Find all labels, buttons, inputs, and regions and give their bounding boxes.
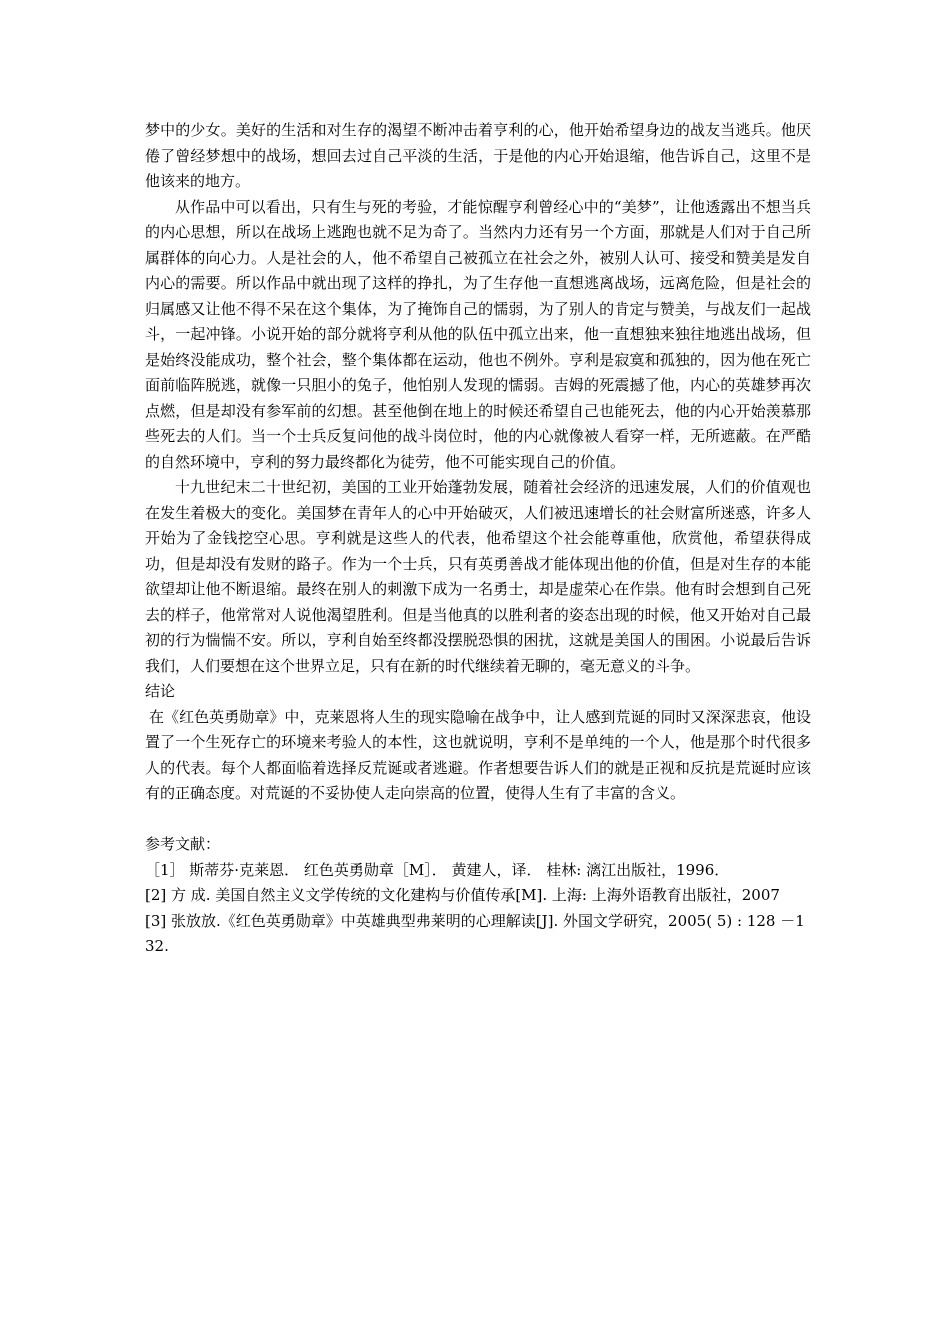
conclusion-heading: 结论 [145,682,176,700]
reference-item-3: [3] 张放放.《红色英勇勋章》中英雄典型弗莱明的心理解读[J]. 外国文学研究，2005( 5) : 128 －132. [145,911,805,955]
reference-item-1: ［1］ 斯蒂芬·克莱恩． 红色英勇勋章［M］． 黄建人，译． 桂林: 漓江出版社，1996． [145,860,730,879]
section-spacer [145,807,811,833]
reference-item-2: [2] 方 成. 美国自然主义文学传统的文化建构与价值传承[M]. 上海: 上海外语教育出版社，2007 [145,886,780,904]
body-paragraph-1: 梦中的少女。美好的生活和对生存的渴望不断冲击着亨利的心，他开始希望身边的战友当逃兵。他厌倦了曾经梦想中的战场，想回去过自己平淡的生活，于是他的内心开始退缩，他告诉自己，这里不是他该来的地方。 [145,121,811,190]
body-paragraph-2: 从作品中可以看出，只有生与死的考验，才能惊醒亨利曾经心中的“美梦”，让他透露出不想当兵的内心思想，所以在战场上逃跑也就不足为奇了。当然内力还有另一个方面，那就是人们对于自己所属群体的向心力。人是社会的人，他不希望自己被孤立在社会之外，被别人认可、接受和赞美是发自内心的需要。所以作品中就出现了这样的挣扎，为了生存他一直想逃离战场，远离危险，但是社会的归属感又让他不得不呆在这个集体，为了掩饰自己的懦弱，为了别人的肯定与赞美，与战友们一起战斗，一起冲锋。小说开始的部分就将亨利从他的队伍中孤立出来，他一直想独来独往地逃出战场，但是始终没能成功，整个社会，整个集体都在运动，他也不例外。亨利是寂寞和孤独的，因为他在死亡面前临阵脱逃，就像一只胆小的兔子，他怕别人发现的懦弱。吉姆的死震撼了他，内心的英雄梦再次点燃，但是却没有参军前的幻想。甚至他倒在地上的时候还希望自己也能死去，他的内心开始羡慕那些死去的人们。当一个士兵反复问他的战斗岗位时，他的内心就像被人看穿一样，无所遮蔽。在严酷的自然环境中，亨利的努力最终都化为徒劳，他不可能实现自己的价值。 [145,197,811,471]
references-heading: 参考文献： [145,835,221,853]
body-paragraph-3: 十九世纪末二十世纪初，美国的工业开始蓬勃发展，随着社会经济的迅速发展，人们的价值观也在发生着极大的变化。美国梦在青年人的心中开始破灭，人们被迅速增长的社会财富所迷惑，许多人开始为了金钱挖空心思。亨利就是这些人的代表，他希望这个社会能尊重他，欣赏他，希望获得成功，但是却没有发财的路子。作为一个士兵，只有英勇善战才能体现出他的价值，但是对生存的本能欲望却让他不断退缩。最终在别人的刺激下成为一名勇士，却是虚荣心在作祟。他有时会想到自己死去的样子，他常常对人说他渴望胜利。但是当他真的以胜利者的姿态出现的时候，他又开始对自己最初的行为惴惴不安。所以，亨利自始至终都没摆脱恐惧的困扰，这就是美国人的围困。小说最后告诉我们，人们要想在这个世界立足，只有在新的时代继续着无聊的，毫无意义的斗争。 [145,478,811,675]
conclusion-paragraph: 在《红色英勇勋章》中，克莱恩将人生的现实隐喻在战争中，让人感到荒诞的同时又深深悲哀，他设置了一个生死存亡的环境来考验人的本性，这也就说明，亨利不是单纯的一个人，他是那个时代很多人的代表。每个人都面临着选择反荒诞或者逃避。作者想要告诉人们的就是正视和反抗是荒诞时应该有的正确态度。对荒诞的不妥协使人走向崇高的位置，使得人生有了丰富的含义。 [145,707,811,802]
references-section [145,832,811,960]
document-page [145,118,811,960]
